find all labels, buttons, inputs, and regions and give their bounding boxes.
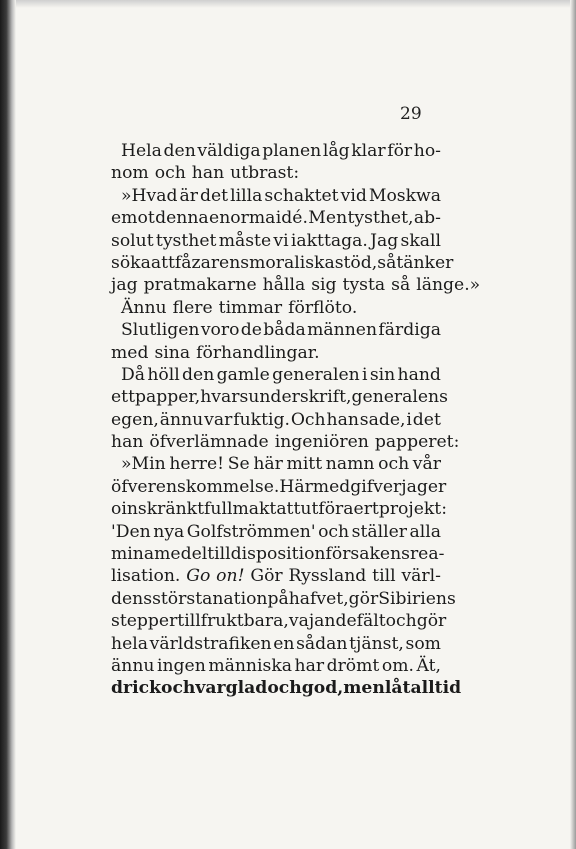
text-line: söka att få zarens moraliska stöd, så tänker: [111, 252, 454, 273]
text-line: Slutligen voro de båda männen färdiga: [121, 320, 441, 341]
page-binding-shadow: [0, 0, 16, 849]
text-line: jag pratmakarne hålla sig tysta så länge.»: [111, 275, 481, 296]
text-line: stepper till fruktbara, vajande fält och gör: [111, 611, 447, 632]
page-number: 29: [400, 104, 422, 124]
text-line: öfverenskommelse. Härmed gifver jag er: [111, 476, 447, 497]
page-right-shadow: [570, 0, 576, 849]
text-line: solut tysthet måste vi iakttaga. Jag skall: [111, 230, 441, 251]
text-line: drick och var glad och god, men låt alltid: [111, 678, 462, 699]
text-line: dens största nation på hafvet, gör Sibiriens: [111, 588, 456, 609]
text-line: han öfverlämnade ingeniören papperet:: [111, 432, 460, 453]
text-line: nom och han utbrast:: [111, 163, 300, 184]
text-line: 'Den nya Golfströmmen' och ställer alla: [111, 521, 441, 542]
text-line: hela världstrafiken en sådan tjänst, som: [111, 633, 441, 654]
text-line: ännu ingen människa har drömt om. Ät,: [111, 655, 441, 676]
text-line: Hela den väldiga planen låg klar för ho-: [121, 141, 441, 161]
text-line: med sina förhandlingar.: [111, 342, 320, 363]
text-line: mina medel till disposition för sakens rea-: [111, 544, 445, 565]
text-line: »Hvad är det lilla schaktet vid Moskwa: [121, 185, 441, 206]
text-line: oinskränkt fullmakt att utföra ert projekt:: [111, 499, 448, 520]
page-top-shadow: [0, 0, 576, 8]
text-line: egen, ännu var fuktig. Och han sade, i det: [111, 409, 441, 430]
text-line: »Min herre! Se här mitt namn och vår: [121, 454, 441, 475]
text-line: ett papper, hvars underskrift, generalens: [111, 387, 448, 408]
text-line: Då höll den gamle generalen i sin hand: [121, 364, 441, 385]
text-line: lisation. Go on! Gör Ryssland till värl-: [111, 566, 441, 587]
text-line: emot denna enorma idé. Men tysthet, ab-: [111, 208, 441, 229]
body-text: [111, 140, 481, 700]
text-line: Ännu flere timmar förflöto.: [121, 297, 358, 318]
